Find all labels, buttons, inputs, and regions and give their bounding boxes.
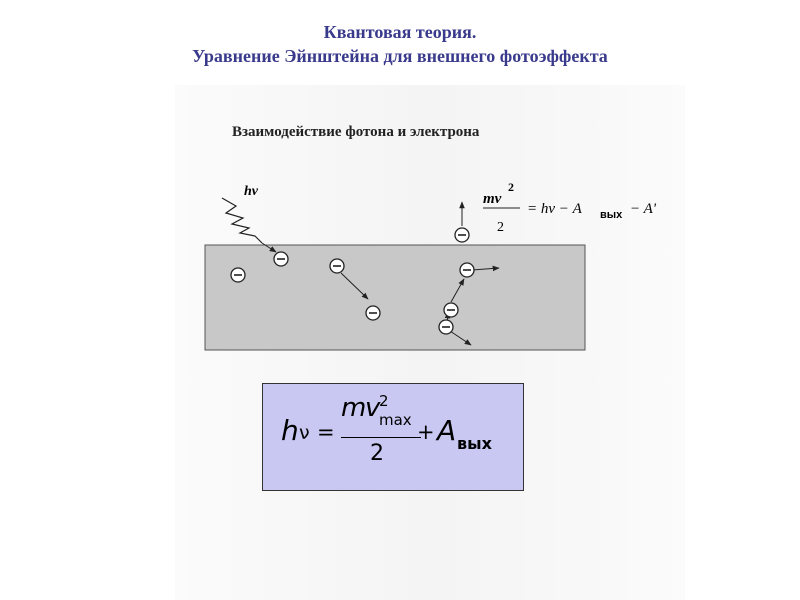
formula-subscript: вых <box>600 209 623 221</box>
energy-balance-formula <box>483 180 657 235</box>
electron <box>274 252 288 266</box>
electron <box>455 228 469 242</box>
eq-denominator: 2 <box>370 441 384 466</box>
eq-power: 2 <box>379 392 389 410</box>
eq-v: v <box>365 393 381 423</box>
eq-plus: + <box>417 420 435 444</box>
eq-equals: = <box>317 420 335 444</box>
einstein-equation-box <box>262 383 524 491</box>
formula-denominator: 2 <box>497 220 504 235</box>
electron <box>444 303 458 317</box>
electron <box>366 306 380 320</box>
electron <box>231 268 245 282</box>
formula-numerator: mv <box>483 191 502 207</box>
diagram-subtitle: Взаимодействие фотона и электрона <box>232 124 480 140</box>
eq-A-sub: вых <box>457 434 492 453</box>
eq-m: m <box>341 393 367 423</box>
eq-h: h <box>281 414 299 447</box>
slide-title-line2: Уравнение Эйнштейна для внешнего фотоэффекта <box>192 46 608 66</box>
formula-power: 2 <box>508 180 514 194</box>
eq-A: A <box>437 414 457 447</box>
eq-sub-max: max <box>379 411 412 429</box>
metal-plate <box>205 245 585 350</box>
photon-wave <box>222 198 262 243</box>
photon-label: hν <box>244 184 258 199</box>
slide-title-line1: Квантовая теория. <box>323 22 477 42</box>
electron <box>439 320 453 334</box>
electron <box>330 259 344 273</box>
electron <box>460 263 474 277</box>
formula-rhs: = hν − A <box>527 201 582 217</box>
eq-nu: ν <box>299 422 310 444</box>
formula-tail: − A' <box>630 201 656 217</box>
eq-fraction-bar <box>341 437 421 438</box>
